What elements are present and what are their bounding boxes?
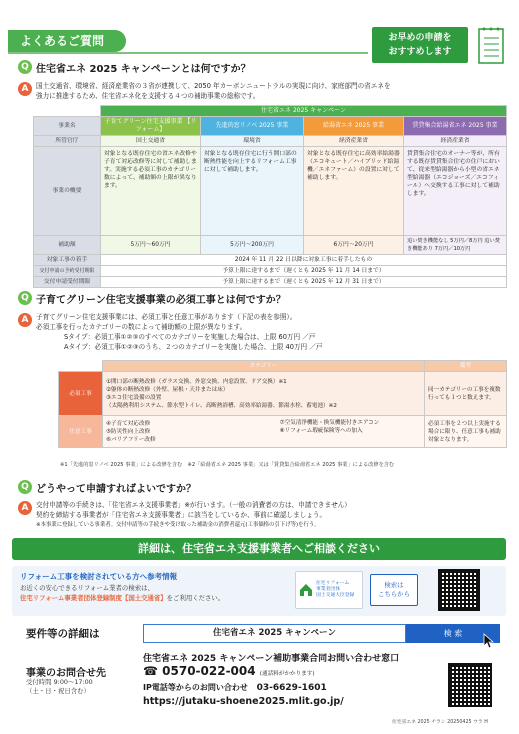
required-item-3-detail: （太陽熱利用システム、節水型トイレ、高断熱浴槽、高効率給湯器、節湯水栓、蓄電池）※2 — [106, 402, 337, 409]
col-name-mado: 先進的窓リノベ 2025 事業 — [201, 117, 304, 136]
optional-item-4: ④子育て対応改修 — [106, 420, 151, 427]
optional-work-right — [277, 416, 425, 448]
reform-qr-code[interactable] — [438, 569, 480, 611]
q1-q-badge: Q — [18, 60, 32, 74]
q1-a-badge: A — [18, 82, 32, 96]
reform-search-link[interactable] — [370, 574, 418, 606]
q2-answer-line-2: 必須工事を行ったカテゴリーの数によって補助額の上限が異なります。 — [36, 323, 247, 331]
amount-chintai: 追い焚き機能なし 5万円／8万円 追い焚き機能あり 7万円／10万円 — [404, 236, 507, 255]
q3-answer-line-3: ※本事業に登録している事業者。交付申請等の手続きや受け取った補助金の消費者還元(工事価格の引下げ等)を行う。 — [36, 522, 320, 528]
work-table-footnote: ※1「先進的窓リノベ 2025 事業」による改修を含む ※2「給湯省エネ 2025 事業」又は「賃貸集合給湯省エネ 2025 事業」による改修を含む — [60, 462, 395, 468]
contact-center-name: 住宅省エネ 2025 キャンペーン補助事業合同お問い合わせ窓口 — [143, 654, 400, 664]
cursor-icon — [482, 633, 496, 649]
campaign-search-field[interactable]: 住宅省エネ 2025 キャンペーン — [143, 624, 406, 643]
q2-answer-line-4: Aタイプ：必須工事①②③のうち、２つのカテゴリーを実施した場合、上限 40万円 ／戸 — [64, 343, 323, 351]
contact-hours — [26, 678, 93, 696]
house-icon — [298, 582, 314, 598]
contact-hours-line-2: （土・日・祝日含む） — [26, 687, 90, 695]
reform-registry-logo — [295, 571, 363, 609]
reform-line-2-rest: をご利用ください。 — [166, 594, 225, 602]
row-label-ministry: 所管官庁 — [34, 136, 101, 147]
logo-line-2: 事業者団体 — [316, 587, 340, 592]
work-col-category: カテゴリー — [103, 361, 425, 372]
details-label: 要件等の詳細は — [26, 628, 100, 640]
ministry-kosodate: 国土交通省 — [101, 136, 201, 147]
ministry-kyuto: 経済産業省 — [304, 136, 404, 147]
consult-banner: 詳細は、住宅省エネ支援事業者へご相談ください — [12, 538, 506, 560]
reservation-deadline: 予算上限に達するまで（遅くとも 2025 年 11 月 14 日まで） — [101, 266, 507, 277]
q3-answer-line-2: 契約を締結する事業者が「住宅省エネ支援事業者」に該当をしているか、事前に確認しましょう。 — [36, 511, 327, 519]
work-table — [58, 360, 507, 448]
q3-answer-line-1: 交付申請等の手続きは、「住宅省エネ支援事業者」※が行います。（一般の消費者の方は、申請できません） — [36, 501, 351, 509]
required-work-note: 同一カテゴリーの工事を複数行っても１つと数えます。 — [425, 372, 507, 416]
optional-item-8: ⑧リフォーム瑕疵保険等への加入 — [279, 428, 363, 434]
q1-title: 住宅省エネ 2025 キャンペーンとは何ですか？ — [36, 64, 251, 75]
recommend-box — [372, 27, 468, 63]
ministry-mado: 環境省 — [201, 136, 304, 147]
q2-a-badge: A — [18, 313, 32, 327]
notebook-icon — [476, 26, 506, 66]
reform-registry-link[interactable]: 住宅リフォーム事業者団体登録制度【国土交通省】 — [20, 594, 167, 602]
optional-work-left — [103, 416, 277, 448]
overview-mado: 対象となる既存住宅に行う開口部の断熱性能を向上するリフォーム工事に対して補助します。 — [201, 147, 304, 236]
optional-item-5: ⑤防災性向上改修 — [106, 428, 151, 435]
q2-answer-line-3: Sタイプ：必須工事①②③のすべてのカテゴリーを実施した場合は、上限 60万円 ／戸 — [64, 333, 316, 341]
recommend-line-1: お早めの申請を — [388, 33, 452, 43]
row-label-amount: 補助額 — [34, 236, 101, 255]
campaign-qr-code[interactable] — [448, 663, 492, 707]
faq-divider — [8, 52, 368, 54]
optional-work-note: 必須工事を２つ以上実施する場合に限り、任意工事も補助対象となります。 — [425, 416, 507, 448]
q2-title: 子育てグリーン住宅支援事業の必須工事とは何ですか？ — [36, 295, 286, 306]
required-item-2: ②躯体の断熱改修（外壁、屋根・天井または床） — [106, 386, 229, 393]
col-name-kyuto: 給湯省エネ 2025 事業 — [304, 117, 404, 136]
amount-mado: 5万円〜200万円 — [201, 236, 304, 255]
contact-title: 事業のお問合せ先 — [26, 668, 106, 679]
contact-ip-phone[interactable]: 03-6629-1601 — [256, 683, 327, 693]
col-name-chintai: 賃貸集合給湯省エネ 2025 事業 — [404, 117, 507, 136]
start-condition: 2024 年 11 月 22 日以降に対象工事に着手したもの — [101, 255, 507, 266]
row-label-name: 事業名 — [34, 117, 101, 136]
phone-icon: ☎ — [143, 664, 158, 678]
q2-answer-line-1: 子育てグリーン住宅支援事業には、必須工事と任意工事があります（下記の表を参照）。 — [36, 313, 297, 321]
amount-kosodate: 5万円〜60万円 — [101, 236, 201, 255]
q3-title: どうやって申請すればよいですか？ — [36, 484, 196, 495]
faq-title: よくあるご質問 — [8, 30, 126, 52]
flyer-code: 住宅省エネ 2025 チラシ 20250425 ウラ H — [392, 720, 488, 725]
contact-phone-row — [143, 664, 315, 678]
contact-ip-row — [143, 682, 327, 693]
campaign-group-header: 住宅省エネ 2025 キャンペーン — [101, 106, 507, 117]
q1-answer-line-2: 強力に推進するため、住宅省エネ化を支援する４つの補助事業の総称です。 — [36, 92, 260, 100]
overview-kyuto: 対象となる既存住宅に高効率給湯器（エコキュート／ハイブリッド給湯機／エネファーム）の設置に対して補助します。 — [304, 147, 404, 236]
row-label-reservation: 交付申請の予約受付期限 — [34, 266, 101, 277]
logo-line-1: 住宅リフォーム — [316, 581, 350, 586]
q3-answer — [36, 500, 506, 530]
row-label-overview: 事業の概要 — [34, 147, 101, 236]
search-button[interactable]: 検 索 — [406, 624, 500, 643]
recommend-line-2: おすすめします — [388, 47, 452, 57]
optional-work-label: 任意工事 — [59, 416, 103, 448]
application-deadline: 予算上限に達するまで（遅くとも 2025 年 12 月 31 日まで） — [101, 277, 507, 288]
optional-item-6: ⑥バリアフリー改修 — [106, 436, 156, 443]
col-name-kosodate: 子育てグリーン住宅支援事業 【リフォーム】 — [101, 117, 201, 136]
contact-hours-line-1: 受付時間 9:00〜17:00 — [26, 678, 93, 686]
required-item-1: ①開口部の断熱改修（ガラス交換、外窓交換、内窓設置、ドア交換）※1 — [106, 378, 287, 385]
q1-answer — [36, 81, 506, 101]
row-label-application: 交付申請受付期限 — [34, 277, 101, 288]
q3-q-badge: Q — [18, 480, 32, 494]
work-col-note: 備考 — [425, 361, 507, 372]
reform-title: リフォーム工事を検討されている方へ参考情報 — [20, 572, 178, 581]
contact-phone-number[interactable]: 0570-022-004 — [162, 664, 256, 678]
overview-chintai: 賃貸集合住宅のオーナー等が、所有する既存賃貸集合住宅の住戸において、従来型給湯器から小型の省エネ型給湯器（エコジョーズ／エコフィール）へ交換する工事に対して補助します。 — [404, 147, 507, 236]
reform-line-1: お近くの安心できるリフォーム業者の検索は、 — [20, 584, 154, 592]
reform-search-line-1: 検索は — [384, 581, 404, 589]
amount-kyuto: 6万円〜20万円 — [304, 236, 404, 255]
q1-answer-line-1: 国土交通省、環境省、経済産業省の３省が連携して、2050 年カーボンニュートラルの実現に向け、家庭部門の省エネを — [36, 82, 391, 90]
q3-a-badge: A — [18, 501, 32, 515]
required-item-3: ③エコ住宅設備の設置 — [106, 394, 162, 401]
campaign-url[interactable]: https://jutaku-shoene2025.mlit.go.jp/ — [143, 696, 344, 707]
contact-ip-label: IP電話等からのお問い合わせ — [143, 683, 248, 692]
q2-answer — [36, 312, 506, 352]
overview-kosodate: 対象となる既存住宅の省エネ改修や子育て対応改修等に対して補助します。実施する必須工事のカテゴリー数によって、補助額の上限が異なります。 — [101, 147, 201, 236]
required-work-items — [103, 372, 425, 416]
logo-line-3: 国土交通大臣登録 — [316, 593, 355, 598]
reform-line-2 — [20, 593, 224, 602]
ministry-chintai: 経済産業省 — [404, 136, 507, 147]
row-label-start: 対象工事の着手 — [34, 255, 101, 266]
optional-item-7: ⑦空気清浄機能・換気機能付きエアコン — [279, 420, 380, 426]
campaign-table — [33, 105, 507, 288]
required-work-label: 必須工事 — [59, 372, 103, 416]
q2-q-badge: Q — [18, 291, 32, 305]
contact-phone-note: (通話料がかかります) — [259, 671, 315, 677]
reform-search-line-2: こちらから — [378, 590, 410, 598]
